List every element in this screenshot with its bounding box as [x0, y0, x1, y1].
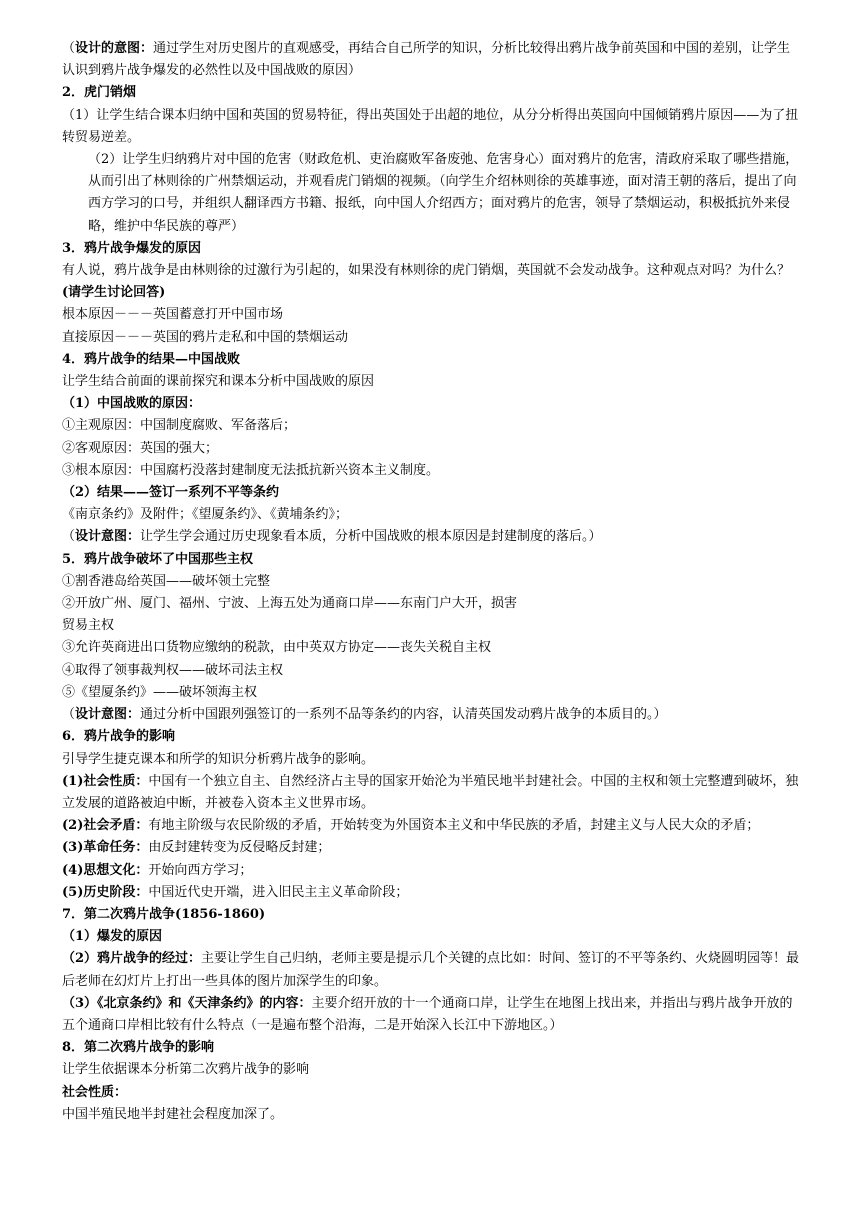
paragraph-37 [62, 1059, 802, 1081]
text-run: 《南京条约》及附件；《望厦条约》、《黄埔条约》； [62, 507, 349, 523]
bold-text: 设计的意图： [75, 41, 154, 56]
text-run: ③根本原因：中国腐朽没落封建制度无法抵抗新兴资本主义制度。 [62, 462, 440, 478]
paragraph-17 [62, 549, 802, 571]
bold-text: (4)思想文化： [62, 862, 149, 878]
paragraph-18 [62, 571, 802, 593]
paragraph-0 [62, 38, 802, 82]
text-run: 让学生学会通过历史现象看本质，分析中国战败的根本原因是封建制度的落后。） [140, 529, 602, 545]
paragraph-10 [62, 393, 802, 415]
text-run: 通过分析中国跟列强签订的一系列不品等条约的内容，认清英国发动鸦片战争的本质目的。） [140, 707, 667, 723]
paragraph-3 [62, 149, 802, 238]
bold-text: 5．鸦片战争破坏了中国那些主权 [62, 551, 254, 567]
paragraph-5 [62, 260, 802, 304]
bold-text: 设计意图： [75, 707, 141, 723]
paragraph-23 [62, 682, 802, 704]
text-run: （1）让学生结合课本归纳中国和英国的贸易特征，得出英国处于出超的地位，从分分析得出英国向中国倾销鸦片原因——为了扭转贸易逆差。 [62, 107, 799, 145]
paragraph-29 [62, 837, 802, 859]
text-run: 让学生结合前面的课前探究和课本分析中国战败的原因 [62, 374, 375, 390]
paragraph-12 [62, 438, 802, 460]
bold-text: （2）鸦片战争的经过： [62, 951, 202, 967]
text-run: ④取得了领事裁判权——破坏司法主权 [62, 662, 284, 678]
text-run: 中国半殖民地半封建社会程度加深了。 [62, 1106, 284, 1122]
text-run: （2）让学生归纳鸦片对中国的危害（财政危机、吏治腐败军备废弛、危害身心）面对鸦片的危害，清政府采取了哪些措施，从而引出了林则徐的广州禁烟运动，并观看虎门销烟的视频。（向学生介绍林则徐的英雄事迹，面对清王朝的落后，提出了向西方学习的口号，并组织人翻译西方书籍、报纸，向中国人介绍西方；面对鸦片的危害，领导了禁烟运动，积极抵抗外来侵略，维护中华民族的尊严） [88, 152, 799, 234]
paragraph-1 [62, 82, 802, 104]
paragraph-14 [62, 482, 802, 504]
text-run: ⑤《望厦条约》——破坏领海主权 [62, 684, 258, 700]
paragraph-31 [62, 882, 802, 904]
bold-text: 3．鸦片战争爆发的原因 [62, 240, 202, 256]
bold-text: (3)革命任务： [62, 840, 149, 856]
text-run: ②客观原因：英国的强大； [62, 440, 219, 456]
text-run: 有人说，鸦片战争是由林则徐的过激行为引起的，如果没有林则徐的虎门销烟，英国就不会发动战争。这种观点对吗？为什么？ [62, 263, 791, 279]
text-run: 中国近代史开端，进入旧民主主义革命阶段； [148, 884, 409, 900]
bold-text: 社会性质： [62, 1084, 128, 1100]
paragraph-34 [62, 948, 802, 992]
paragraph-7 [62, 327, 802, 349]
text-run: ①割香港岛给英国——破坏领土完整 [62, 573, 271, 589]
text-run: （ [62, 41, 76, 56]
paragraph-32 [62, 904, 802, 926]
bold-text: (5)历史阶段： [62, 884, 149, 900]
bold-text: 7．第二次鸦片战争(1856-1860) [62, 906, 266, 922]
text-run: ③允许英商进出口货物应缴纳的税款，由中英双方协定——丧失关税自主权 [62, 640, 492, 656]
paragraph-9 [62, 371, 802, 393]
paragraph-21 [62, 637, 802, 659]
paragraph-25 [62, 726, 802, 748]
text-run: ①主观原因：中国制度腐败、军备落后； [62, 418, 297, 434]
text-run: 由反封建转变为反侵略反封建； [148, 840, 331, 856]
text-run: 根本原因－－－英国蓄意打开中国市场 [62, 307, 284, 323]
paragraph-2 [62, 105, 802, 149]
paragraph-36 [62, 1037, 802, 1059]
bold-text: (请学生讨论回答) [62, 285, 166, 301]
bold-text: 2．虎门销烟 [62, 85, 137, 101]
paragraph-19 [62, 593, 802, 615]
bold-text: (1)社会性质： [62, 773, 149, 789]
paragraph-6 [62, 304, 802, 326]
paragraph-28 [62, 815, 802, 837]
bold-text: （3）《北京条约》和《天津条约》的内容： [62, 995, 312, 1011]
paragraph-16 [62, 526, 802, 548]
text-run: 直接原因－－－英国的鸦片走私和中国的禁烟运动 [62, 329, 349, 345]
text-run: 让学生依据课本分析第二次鸦片战争的影响 [62, 1062, 310, 1078]
paragraph-13 [62, 460, 802, 482]
text-run: 中国有一个独立自主、自然经济占主导的国家开始沦为半殖民地半封建社会。中国的主权和领土完整遭到破坏，独立发展的道路被迫中断，并被卷入资本主义世界市场。 [62, 773, 799, 811]
bold-text: (2)社会矛盾： [62, 818, 149, 834]
bold-text: 8．第二次鸦片战争的影响 [62, 1040, 215, 1056]
text-run: 开始向西方学习； [148, 862, 253, 878]
text-run: （ [62, 529, 76, 545]
bold-text: （2）结果——签订一系列不平等条约 [62, 485, 280, 501]
bold-text: （1）爆发的原因 [62, 929, 163, 945]
bold-text: （1）中国战败的原因： [62, 396, 202, 412]
paragraph-26 [62, 749, 802, 771]
paragraph-35 [62, 993, 802, 1037]
paragraph-4 [62, 238, 802, 260]
text-run: 主要介绍开放的十一个通商口岸，让学生在地图上找出来，并指出与鸦片战争开放的五个通商口岸相比较有什么特点（一是遍布整个沿海，二是开始深入长江中下游地区。） [62, 995, 793, 1033]
text-run: 引导学生捷克课本和所学的知识分析鸦片战争的影响。 [62, 751, 375, 767]
paragraph-11 [62, 415, 802, 437]
document-body [62, 38, 802, 1126]
text-run: 有地主阶级与农民阶级的矛盾，开始转变为外国资本主义和中华民族的矛盾，封建主义与人民大众的矛盾； [148, 818, 760, 834]
paragraph-15 [62, 504, 802, 526]
text-run: （ [62, 707, 76, 723]
paragraph-20 [62, 615, 802, 637]
text-run: 贸易主权 [62, 618, 115, 634]
paragraph-24 [62, 704, 802, 726]
bold-text: 设计意图： [75, 529, 141, 545]
bold-text: 4．鸦片战争的结果—中国战败 [62, 351, 241, 367]
paragraph-22 [62, 660, 802, 682]
paragraph-30 [62, 860, 802, 882]
paragraph-8 [62, 349, 802, 371]
text-run: 通过学生对历史图片的直观感受，再结合自己所学的知识，分析比较得出鸦片战争前英国和中国的差别，让学生认识到鸦片战争爆发的必然性以及中国战败的原因） [62, 41, 791, 79]
paragraph-33 [62, 926, 802, 948]
paragraph-38 [62, 1082, 802, 1104]
text-run: ②开放广州、厦门、福州、宁波、上海五处为通商口岸——东南门户大开，损害 [62, 596, 518, 612]
bold-text: 6．鸦片战争的影响 [62, 729, 176, 745]
paragraph-27 [62, 771, 802, 815]
text-run: 主要让学生自己归纳，老师主要是提示几个关键的点比如：时间、签订的不平等条约、火烧圆明园等！最后老师在幻灯片上打出一些具体的图片加深学生的印象。 [62, 951, 800, 989]
paragraph-39 [62, 1104, 802, 1126]
